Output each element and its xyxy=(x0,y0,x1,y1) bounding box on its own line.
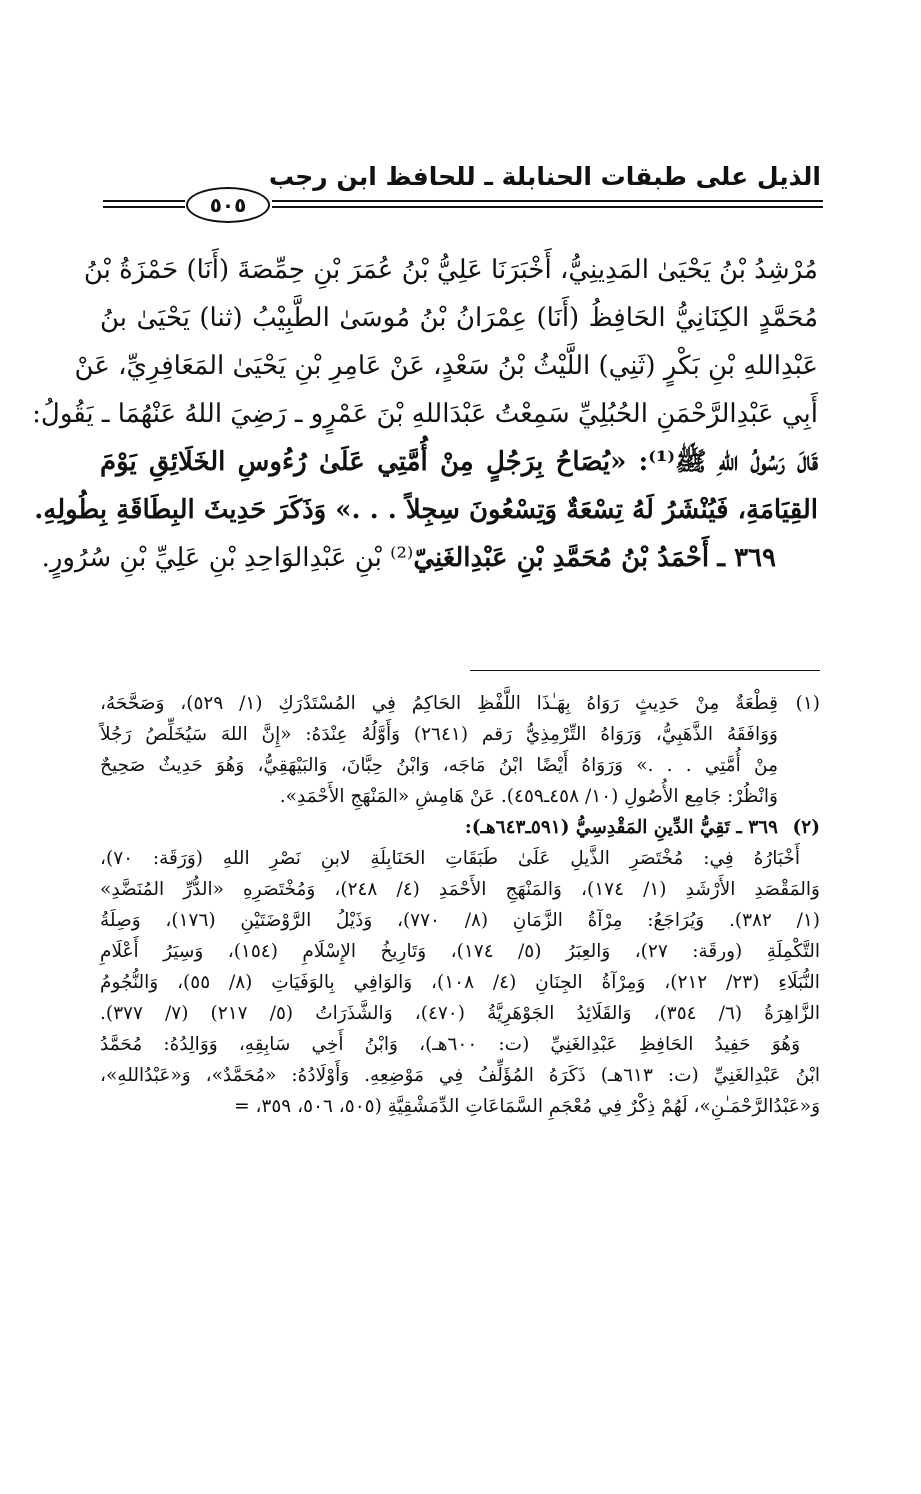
footnote-2-line: وَهُوَ حَفِيدُ الحَافِظِ عَبْدِالغَنِيِّ (ت: ٦٠٠هـ)، وَابْنُ أَخِي سَابِقِهِ، وَوَالِدُهُ: مُحَمَّدُ xyxy=(100,1034,801,1055)
main-text xyxy=(32,246,818,582)
footnote-1-line: مِنْ أُمَّتِي . . .» وَرَوَاهُ أَيْضًا ابْنُ مَاجَه، وَابْنُ حِبَّانَ، وَالبَيْهَقِيُّ، وَهُوَ حَدِيثٌ صَحِيحٌ xyxy=(100,755,778,776)
footnote-1-line: (١)قِطْعَةٌ مِنْ حَدِيثٍ رَوَاهُ بِهَـٰذَا اللَّفْظِ الحَاكِمُ فِي المُسْتَدْرَكِ (١/ ٥٢٩)، وَصَحَّحَهُ، xyxy=(100,688,820,719)
footnote-2-heading: (٢)٣٦٩ ـ تَقِيُّ الدِّينِ المَقْدِسِيُّ (٥٩١ـ٦٤٣هـ): xyxy=(100,812,820,843)
footnote-2-line: ابْنُ عَبْدِالغَنِيِّ (ت: ٦١٣هـ) ذَكَرَهُ المُؤَلِّفُ فِي مَوْضِعِهِ. وَأَوْلَادُهُ: «مُحَمَّدٌ»، وَ«عَبْدُاللهِ»، xyxy=(100,1065,821,1086)
main-line: مُحَمَّدٍ الكِنَانِيُّ الحَافِظُ (أَنَا) عِمْرَانُ بْنُ مُوسَىٰ الطَّبِيْبُ (ثنا) يَحْيَىٰ بنُ xyxy=(100,303,818,333)
footnote-2-line: التَّكْمِلَةِ (ورقَة: ٢٧)، وَالعِبَرُ (٥/ ١٧٤)، وَتَارِيخُ الإِسْلَامِ (١٥٤)، وَسِيَرُ أَعْلَامِ xyxy=(100,941,821,962)
footnote-2-number: (٢) xyxy=(792,817,820,838)
main-line: مُرْشِدُ بْنُ يَحْيَىٰ المَدِينِيُّ، أَخْبَرَنَا عَلِيُّ بْنُ عُمَرَ بْنِ حِمِّصَةَ (أَنَا) حَمْزَةُ بْنُ xyxy=(83,255,818,285)
main-line: قَالَ رَسُولُ اللهِ ﷺ⁽¹⁾: «يُصَاحُ بِرَجُلٍ مِنْ أُمَّتِي عَلَىٰ رُءُوسِ الخَلَائِقِ يَوْمَ xyxy=(100,447,818,477)
footnote-1-line: وَانْظُرْ: جَامِع الأُصُولِ (١٠/ ٤٥٨ـ٤٥٩). عَنْ هَامِشِ «المَنْهَجِ الأَحْمَدِ». xyxy=(279,786,778,807)
footnote-2-line: أَخْبَارُهُ فِي: مُخْتَصَرِ الذَّيلِ عَلَىٰ طَبَقَاتِ الحَنَابِلَةِ لابنِ نَصْرِ اللهِ (وَرَقَة: ٧٠)، xyxy=(100,848,800,869)
footnote-2-line: الزَّاهِرَةُ (٦/ ٣٥٤)، وَالقَلَائِدُ الجَوْهَرِيَّةُ (٤٧٠)، وَالشَّذَرَاتُ (٥/ ٢١٧) (٧/ ٣٧٧). xyxy=(100,1003,820,1024)
footnote-ref: ⁽²⁾ xyxy=(390,543,414,573)
footnote-separator xyxy=(470,670,820,671)
entry-number: ٣٦٩ ـ xyxy=(717,543,776,573)
main-line: أَبِي عَبْدِالرَّحْمَنِ الحُبُلِيِّ سَمِعْتُ عَبْدَاللهِ بْنَ عَمْرٍو ـ رَضِيَ اللهُ عَنْهُمَا ـ يَقُولُ: xyxy=(32,399,818,429)
main-line: القِيَامَةِ، فَيُنْشَرُ لَهُ تِسْعَةٌ وَتِسْعُونَ سِجِلاً . . .» وَذَكَرَ حَدِيثَ البِطَاقَةِ بِطُولِهِ. xyxy=(34,495,818,525)
footnote-1-line: وَوَافَقَهُ الذَّهَبِيُّ، وَرَوَاهُ التِّرْمِذِيُّ رَقم (٢٦٤١) وَأَوَّلُهُ عِنْدَهُ: «إِنَّ اللهَ سَيُخَلِّصُ رَجُلاً xyxy=(100,724,778,745)
main-line: عَبْدِاللهِ بْنِ بَكْرٍ (ثَنِي) اللَّيْثُ بْنُ سَعْدٍ، عَنْ عَامِرِ بْنِ يَحْيَىٰ المَعَافِرِيِّ، عَنْ xyxy=(74,351,818,381)
entry-heading xyxy=(41,534,818,582)
header-rule-left xyxy=(103,200,185,208)
footnote-2-line: النُّبَلَاءِ (٢٣/ ٢١٢)، وَمِرْآةُ الجِنَانِ (٤/ ١٠٨)، وَالوَافِي بِالوَفَيَاتِ (٨/ ٥٥)، وَالنُّجُومُ xyxy=(100,972,820,993)
footnote-1-number: (١) xyxy=(795,693,820,714)
entry-lineage: بْنِ عَبْدِالوَاحِدِ بْنِ عَلِيِّ بْنِ سُرُورٍ. xyxy=(41,543,382,573)
footnote-2-line: (١/ ٣٨٢). وَيُرَاجَعُ: مِرْآةُ الزَّمَانِ (٨/ ٧٧٠)، وَذَيْلُ الرَّوْضَتَيْنِ (١٧٦)، وَصِلَةُ xyxy=(100,910,820,931)
footnote-2-line: وَ«عَبْدُالرَّحْمَـٰنِ»، لَهُمْ ذِكْرٌ فِي مُعْجَمِ السَّمَاعَاتِ الدِّمَشْقِيَّةِ (٥٠٥، ٥٠٦، ٣٥٩، = xyxy=(234,1096,820,1117)
page-number: ٥٠٥ xyxy=(186,187,270,223)
footnote-2-line: وَالمَقْصَدِ الأَرْشَدِ (١/ ١٧٤)، وَالمَنْهَجِ الأَحْمَدِ (٤/ ٢٤٨)، وَمُخْتَصَرِهِ «الدُّرِّ المُنَضَّدِ» xyxy=(100,879,820,900)
header-rule-right xyxy=(272,200,823,208)
entry-name: أَحْمَدُ بْنُ مُحَمَّدِ بْنِ عَبْدِالغَنِيّ xyxy=(413,543,710,573)
footnotes xyxy=(100,688,820,1122)
running-title: الذيل على طبقات الحنابلة ـ للحافظ ابن رجب xyxy=(268,162,821,191)
